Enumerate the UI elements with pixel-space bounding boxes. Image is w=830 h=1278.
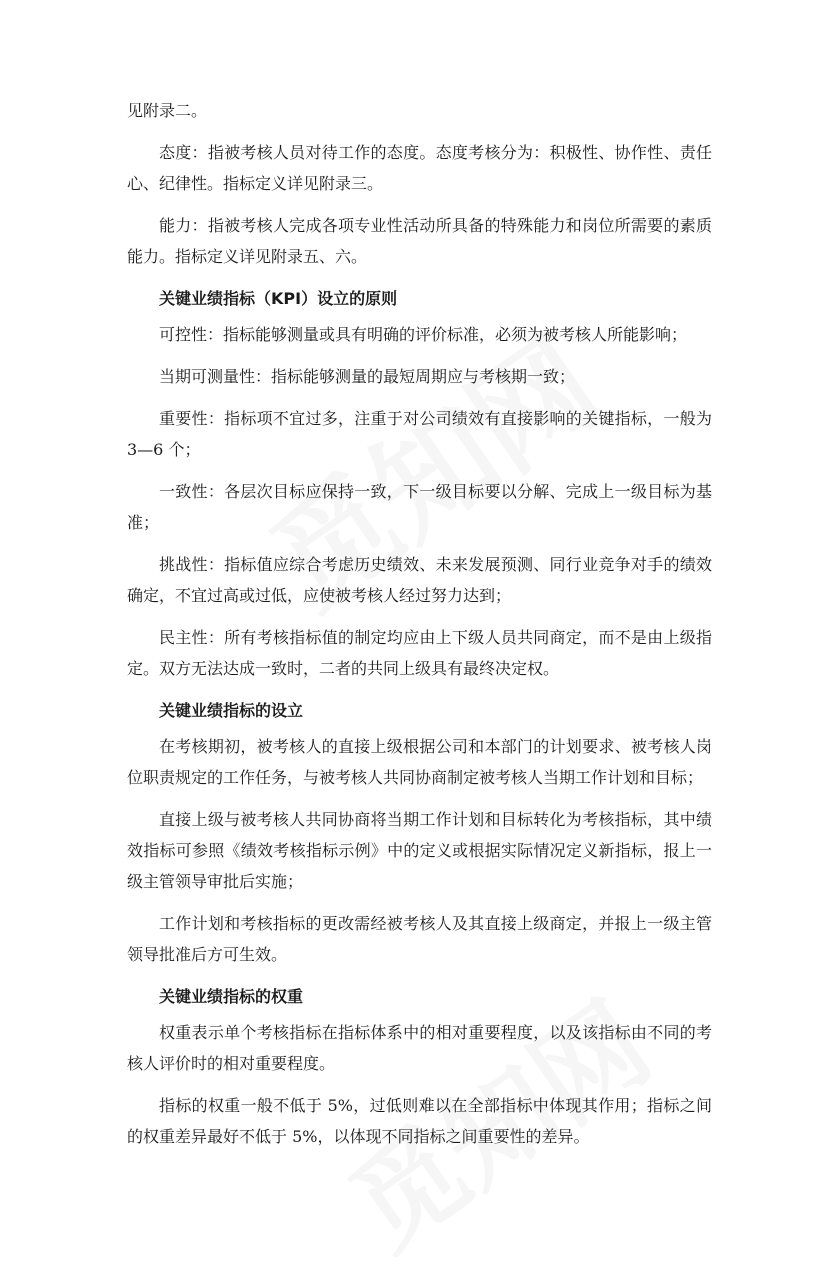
- paragraph-challenge: 挑战性：指标值应综合考虑历史绩效、未来发展预测、同行业竞争对手的绩效确定，不宜过高或过低，应使被考核人经过努力达到；: [127, 555, 712, 605]
- paragraph: 见附录二。: [127, 101, 208, 120]
- section-heading-kpi-principles: 关键业绩指标（KPI）设立的原则: [159, 289, 398, 308]
- paragraph-attitude: 态度：指被考核人员对待工作的态度。态度考核分为：积极性、协作性、责任心、纪律性。指标定义详见附录三。: [127, 143, 712, 193]
- paragraph-importance: 重要性：指标项不宜过多，注重于对公司绩效有直接影响的关键指标，一般为 3—6 个；: [127, 409, 712, 459]
- paragraph-ability: 能力：指被考核人完成各项专业性活动所具备的特殊能力和岗位所需要的素质能力。指标定义详见附录五、六。: [127, 216, 712, 266]
- paragraph-weight-2: 指标的权重一般不低于 5%，过低则难以在全部指标中体现其作用；指标之间的权重差异最好不低于 5%，以体现不同指标之间重要性的差异。: [127, 1096, 712, 1146]
- paragraph-setting-3: 工作计划和考核指标的更改需经被考核人及其直接上级商定，并报上一级主管领导批准后方可生效。: [127, 914, 712, 964]
- paragraph-consistency: 一致性：各层次目标应保持一致，下一级目标要以分解、完成上一级目标为基准；: [127, 482, 712, 532]
- document-body: [127, 95, 712, 1163]
- paragraph-measurability: 当期可测量性：指标能够测量的最短周期应与考核期一致；: [159, 367, 576, 386]
- paragraph-democracy: 民主性：所有考核指标值的制定均应由上下级人员共同商定，而不是由上级指定。双方无法达成一致时，二者的共同上级具有最终决定权。: [127, 628, 712, 678]
- paragraph-setting-1: 在考核期初，被考核人的直接上级根据公司和本部门的计划要求、被考核人岗位职责规定的工作任务，与被考核人共同协商制定被考核人当期工作计划和目标；: [127, 737, 712, 787]
- paragraph-weight-1: 权重表示单个考核指标在指标体系中的相对重要程度，以及该指标由不同的考核人评价时的相对重要程度。: [127, 1023, 712, 1073]
- paragraph-setting-2: 直接上级与被考核人共同协商将当期工作计划和目标转化为考核指标，其中绩效指标可参照《绩效考核指标示例》中的定义或根据实际情况定义新指标，报上一级主管领导审批后实施；: [127, 810, 712, 891]
- section-heading-kpi-weight: 关键业绩指标的权重: [159, 987, 304, 1006]
- paragraph-controllability: 可控性：指标能够测量或具有明确的评价标准，必须为被考核人所能影响；: [159, 325, 688, 344]
- section-heading-kpi-setting: 关键业绩指标的设立: [159, 701, 304, 720]
